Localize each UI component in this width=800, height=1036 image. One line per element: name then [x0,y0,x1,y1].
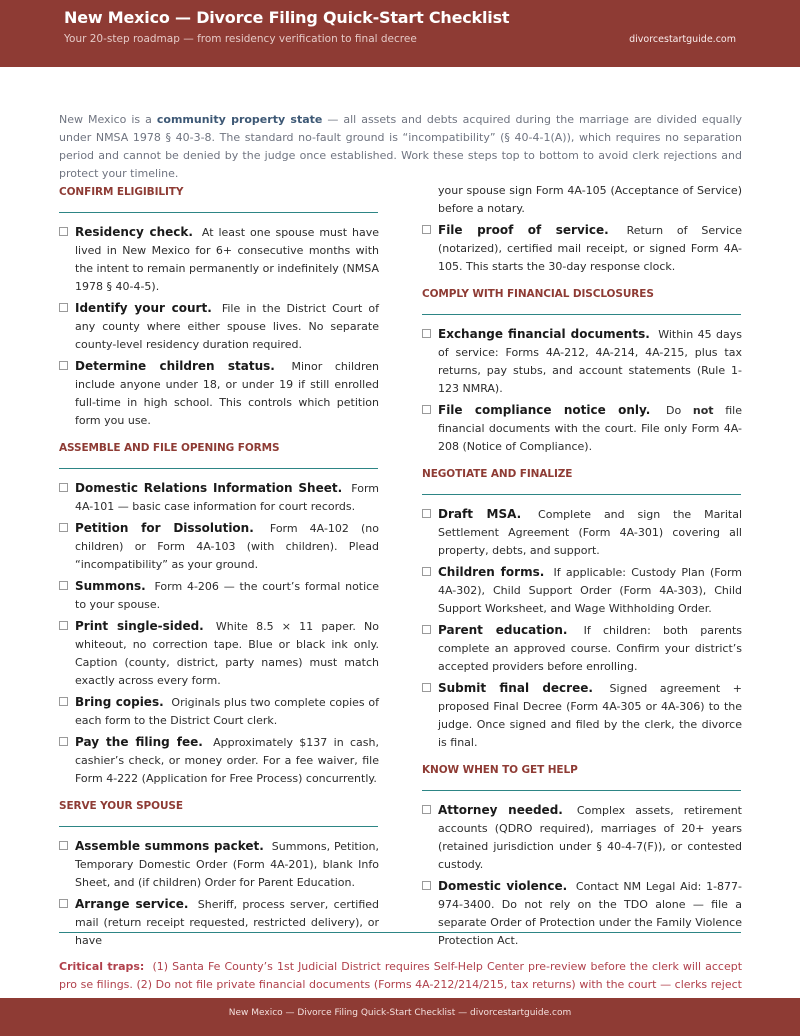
right-column [422,182,742,953]
checklist-item [422,801,742,874]
checkbox[interactable] [59,697,68,706]
item-label: Exchange financial documents. [438,327,650,341]
checkbox[interactable] [59,621,68,630]
checkbox[interactable] [59,737,68,746]
checklist-item [59,837,379,892]
checkbox[interactable] [59,227,68,236]
section-title-eligibility: CONFIRM ELIGIBILITY [59,186,184,198]
section-rule [422,314,741,315]
checkbox[interactable] [59,483,68,492]
footer-text: New Mexico — Divorce Filing Quick-Start Checklist — divorcestartguide.com [228,1008,572,1018]
item-continuation: your spouse sign Form 4A-105 (Acceptance of Service) before a notary. [438,184,742,215]
item-text: Form 4-206 — the court’s formal notice to your spouse. [75,580,379,611]
intro-pre: New Mexico is a [59,113,157,126]
checkbox[interactable] [422,225,431,234]
section-rule [59,826,378,827]
checkbox[interactable] [59,361,68,370]
item-text: Within 45 days of service: Forms 4A-212, 4A-214, 4A-215, plus tax returns, pay stubs, and account statements (Rule 1-123 NMRA). [438,328,742,395]
item-label: Attorney needed. [438,803,563,817]
item-text: Complex assets, retirement accounts (QDRO required), marriages of 20+ years (retained jurisdiction under § 40-4-7(F)), or contested custody. [438,804,742,871]
item-text: If applicable: Custody Plan (Form 4A-302), Child Support Order (Form 4A-303), Child Support Worksheet, and Wage Withholding Order. [438,566,743,615]
item-label: Print single-sided. [75,619,204,633]
traps-label: Critical traps: [59,960,145,973]
item-label: Draft MSA. [438,507,522,521]
item-label: Bring copies. [75,695,164,709]
checkbox[interactable] [422,509,431,518]
item-text: Signed agreement + proposed Final Decree (Form 4A-305 or 4A-306) to the judge. Once signed and filed by the clerk, the divorce is final. [438,682,743,749]
item-text: Minor children include anyone under 18, or under 19 if still enrolled full-time in high school. This controls which petition form you use. [75,360,380,427]
section-title-finalize: NEGOTIATE AND FINALIZE [422,468,573,480]
intro-paragraph [59,111,742,183]
site-url: divorcestartguide.com [629,34,736,45]
section-title-financial: COMPLY WITH FINANCIAL DISCLOSURES [422,288,654,300]
traps-text: (1) Santa Fe County’s 1st Judicial District requires Self-Help Center pre-review before the clerk will accept pro se filings. (2) Do not file private financial documents (Forms 4A-212/214/215, tax returns) with the court — clerks reject [59,960,743,991]
checklist-item [59,479,379,516]
checklist-item [422,325,742,398]
item-text: White 8.5 × 11 paper. No whiteout, no correction tape. Blue or black ink only. Caption (county, district, party names) must match exactly across every form. [75,620,379,687]
checkbox[interactable] [59,841,68,850]
section-rule [59,468,378,469]
item-label: Arrange service. [75,897,189,911]
item-label: Domestic Relations Information Sheet. [75,481,343,495]
intro-bold: community property state [156,113,323,126]
item-text: If children: both parents complete an approved course. Confirm your district’s accepted providers before enrolling. [438,624,743,673]
section-title-serve: SERVE YOUR SPOUSE [59,800,183,812]
item-label: Determine children status. [75,359,275,373]
checklist-item [422,877,742,950]
item-text: Form 4A-101 — basic case information for court records. [75,482,379,513]
item-text: At least one spouse must have lived in New Mexico for 6+ consecutive months with the intent to remain permanently or indefinitely (NMSA 1978 § 40-4-5). [75,226,380,293]
page-title: New Mexico — Divorce Filing Quick-Start Checklist [64,8,510,27]
checkbox[interactable] [59,899,68,908]
item-label: File proof of service. [438,223,609,237]
checkbox[interactable] [422,805,431,814]
page-footer [0,998,800,1036]
checkbox[interactable] [422,329,431,338]
item-label: Assemble summons packet. [75,839,264,853]
checklist-item [59,299,379,354]
checklist-item [59,733,379,788]
checkbox[interactable] [422,881,431,890]
section-rule [422,790,741,791]
checkbox[interactable] [422,683,431,692]
item-text: Summons, Petition, Temporary Domestic Order (Form 4A-201), blank Info Sheet, and (if children) Order for Parent Education. [75,840,379,889]
item-text: Form 4A-102 (no children) or Form 4A-103 (with children). Plead “incompatibility” as your ground. [75,522,380,571]
checklist-item [59,617,379,690]
item-label: Pay the filing fee. [75,735,203,749]
item-label: Children forms. [438,565,545,579]
item-text: Contact NM Legal Aid: 1-877-974-3400. Do not rely on the TDO alone — file a separate Order of Protection under the Family Violence Protection Act. [438,880,743,947]
section-rule [422,494,741,495]
checklist-item [422,401,742,456]
section-title-help: KNOW WHEN TO GET HELP [422,764,578,776]
checklist-item [59,519,379,574]
item-label: Summons. [75,579,146,593]
checklist-item [59,895,379,950]
item-label: Residency check. [75,225,193,239]
checkbox[interactable] [422,625,431,634]
section-rule [59,212,378,213]
item-text: Sheriff, process server, certified mail (return receipt requested, restricted delivery), or have [75,898,379,947]
page-header [0,0,800,67]
checkbox[interactable] [422,405,431,414]
divider [59,932,741,933]
checklist-item [422,563,742,618]
item-text: Approximately $137 in cash, cashier’s check, or money order. For a fee waiver, file Form 4-222 (Application for Free Process) concurrently. [75,736,379,785]
checklist-item [59,223,379,296]
checklist-item [59,693,379,730]
intro-post: — all assets and debts acquired during the marriage are divided equally under NMSA 1978 § 40-3-8. The standard no-fault ground is “incompatibility” (§ 40-4-1(A)), which requires no separation period and cannot be denied by the judge once established. Work these steps top to bottom to avoid clerk rejections and protect your timeline. [59,113,743,180]
page-subtitle: Your 20-step roadmap — from residency verification to final decree [64,33,417,45]
item-emphasis: not [692,404,714,417]
item-label: Domestic violence. [438,879,568,893]
checkbox[interactable] [59,581,68,590]
section-title-forms: ASSEMBLE AND FILE OPENING FORMS [59,442,280,454]
item-label: Submit final decree. [438,681,593,695]
item-label: Identify your court. [75,301,212,315]
checkbox[interactable] [59,303,68,312]
item-text: Return of Service (notarized), certified mail receipt, or signed Form 4A-105. This starts the 30-day response clock. [438,224,742,273]
item-text: Do [666,404,693,417]
checklist-item [422,621,742,676]
item-text: Originals plus two complete copies of each form to the District Court clerk. [75,696,380,727]
item-label: Parent education. [438,623,568,637]
item-label: File compliance notice only. [438,403,651,417]
item-text: file financial documents with the court. File only Form 4A-208 (Notice of Compliance). [438,404,743,453]
checklist-item [422,221,742,276]
checklist-item [422,505,742,560]
checklist-item [59,577,379,614]
left-column [59,182,379,953]
checkbox[interactable] [59,523,68,532]
item-text: Complete and sign the Marital Settlement Agreement (Form 4A-301) covering all property, debts, and support. [438,508,742,557]
item-label: Petition for Dissolution. [75,521,254,535]
checkbox[interactable] [422,567,431,576]
checklist-item [59,357,379,430]
item-text: File in the District Court of any county where either spouse lives. No separate county-level residency duration required. [75,302,379,351]
checklist-item [422,679,742,752]
